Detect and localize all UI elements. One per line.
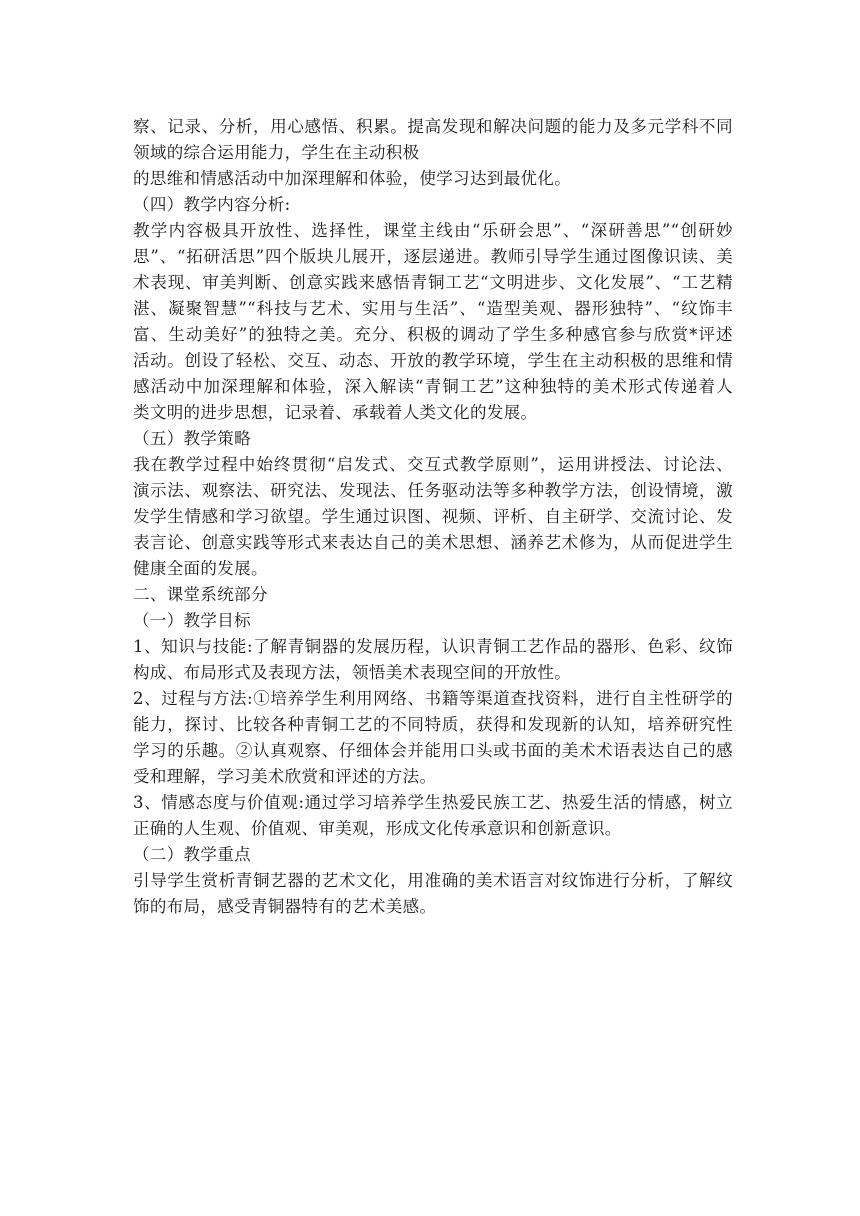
text-line-23: 2、过程与方法:①培养学生利用网络、书籍等渠道查找资料，进行自主性研学的 xyxy=(133,689,733,708)
text-line-6: 思”、“拓研活思”四个版块儿展开，逐层递进。教师引导学生通过图像识读、美 xyxy=(133,247,733,266)
text-line-3: 的思维和情感活动中加深理解和体验，使学习达到最优化。 xyxy=(133,169,572,188)
text-line-15: 演示法、观察法、研究法、发现法、任务驱动法等多种教学方法，创设情境，激 xyxy=(133,481,733,500)
text-line-18: 健康全面的发展。 xyxy=(133,559,268,578)
section-heading-teaching-strategy: （五）教学策略 xyxy=(133,429,251,448)
text-line-26: 受和理解，学习美术欣赏和评述的方法。 xyxy=(133,767,437,786)
text-line-11: 感活动中加深理解和体验，深入解读“青铜工艺”这种独特的美术形式传递着人 xyxy=(133,377,733,396)
text-line-10: 活动。创设了轻松、交互、动态、开放的教学环境，学生在主动积极的思维和情 xyxy=(133,351,733,370)
text-line-1: 察、记录、分析，用心感悟、积累。提高发现和解决问题的能力及多元学科不同 xyxy=(133,117,733,136)
text-line-7: 术表现、审美判断、创意实践来感悟青铜工艺“文明进步、文化发展”、“工艺精 xyxy=(133,273,733,292)
text-line-22: 构成、布局形式及表现方法，领悟美术表现空间的开放性。 xyxy=(133,663,572,682)
section-heading-teaching-goals: （一）教学目标 xyxy=(133,611,251,630)
section-heading-teaching-focus: （二）教学重点 xyxy=(133,845,251,864)
text-line-9: 富、生动美好”的独特之美。充分、积极的调动了学生多种感官参与欣赏*评述 xyxy=(133,325,733,344)
text-line-31: 饰的布局，感受青铜器特有的艺术美感。 xyxy=(133,897,437,916)
text-line-30: 引导学生赏析青铜艺器的艺术文化，用准确的美术语言对纹饰进行分析，了解纹 xyxy=(133,871,733,890)
document-page xyxy=(133,114,733,920)
text-line-24: 能力，探讨、比较各种青铜工艺的不同特质，获得和发现新的认知，培养研究性 xyxy=(133,715,733,734)
text-line-21: 1、知识与技能:了解青铜器的发展历程，认识青铜工艺作品的器形、色彩、纹饰 xyxy=(133,637,733,656)
text-line-16: 发学生情感和学习欲望。学生通过识图、视频、评析、自主研学、交流讨论、发 xyxy=(133,507,733,526)
section-heading-content-analysis: （四）教学内容分析: xyxy=(133,195,291,214)
text-line-17: 表言论、创意实践等形式来表达自己的美术思想、涵养艺术修为，从而促进学生 xyxy=(133,533,733,552)
text-line-25: 学习的乐趣。②认真观察、仔细体会并能用口头或书面的美术术语表达自己的感 xyxy=(133,741,733,760)
text-line-8: 湛、凝聚智慧”“科技与艺术、实用与生活”、“造型美观、器形独特”、“纹饰丰 xyxy=(133,299,733,318)
text-line-28: 正确的人生观、价值观、审美观，形成文化传承意识和创新意识。 xyxy=(133,819,622,838)
text-line-5: 教学内容极具开放性、选择性，课堂主线由“乐研会思”、“深研善思”“创研妙 xyxy=(133,221,733,240)
section-heading-classroom-system: 二、课堂系统部分 xyxy=(133,585,268,604)
text-line-12: 类文明的进步思想，记录着、承载着人类文化的发展。 xyxy=(133,403,538,422)
text-line-2: 领域的综合运用能力，学生在主动积极 xyxy=(133,143,420,162)
text-line-27: 3、情感态度与价值观:通过学习培养学生热爱民族工艺、热爱生活的情感，树立 xyxy=(133,793,733,812)
text-line-14: 我在教学过程中始终贯彻“启发式、交互式教学原则”，运用讲授法、讨论法、 xyxy=(133,455,733,474)
